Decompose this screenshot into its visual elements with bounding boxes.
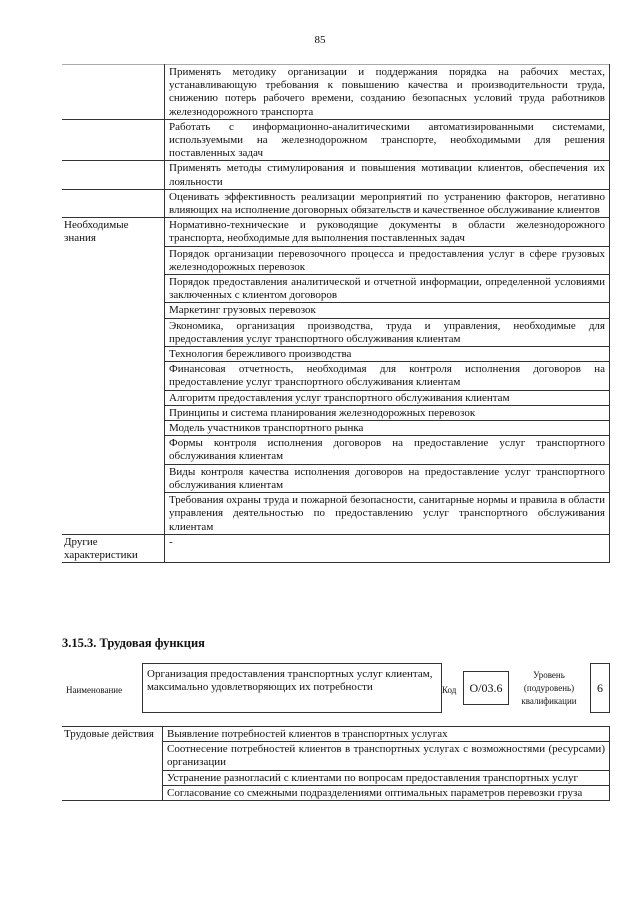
knowledge-cell: Модель участников транспортного рынка bbox=[165, 421, 610, 436]
function-name: Организация предоставления транспортных услуг клиентам, максимально удовлетворяющих их потребности bbox=[142, 663, 442, 713]
knowledge-cell: Экономика, организация производства, труда и управления, необходимые для предоставления услуг транспортного обслуживания клиентам bbox=[165, 318, 610, 346]
knowledge-cell: Принципы и система планирования железнодорожных перевозок bbox=[165, 405, 610, 420]
qualification-level: 6 bbox=[590, 663, 610, 713]
knowledge-cell: Формы контроля исполнения договоров на предоставление услуг транспортного обслуживания клиентам bbox=[165, 436, 610, 464]
skills-table bbox=[62, 64, 610, 563]
actions-label: Трудовые действия bbox=[62, 727, 163, 801]
table-row bbox=[62, 65, 610, 120]
table-row bbox=[62, 161, 610, 189]
skill-cell: Применять методику организации и поддержания порядка на рабочих местах, устанавливающую требования к повышению качества и производительности труда, снижению потерь рабочего времени, созданию безопасных условий труда работников железнодорожного транспорта bbox=[165, 65, 610, 120]
table-row bbox=[62, 218, 610, 246]
knowledge-cell: Порядок предоставления аналитической и отчетной информации, определенной условиями заключенных с клиентом договоров bbox=[165, 275, 610, 303]
knowledge-label: Необходимые знания bbox=[62, 218, 165, 534]
name-label: Наименование bbox=[66, 685, 123, 695]
knowledge-cell: Порядок организации перевозочного процесса и предоставления услуг в сфере грузовых железнодорожных перевозок bbox=[165, 246, 610, 274]
empty-label-cell bbox=[62, 189, 165, 217]
knowledge-cell: Требования охраны труда и пожарной безопасности, санитарные нормы и правила в области управления деятельностью по предоставлению услуг транспортного обслуживания клиентам bbox=[165, 493, 610, 535]
code-label: Код bbox=[442, 685, 457, 695]
page-number: 85 bbox=[314, 34, 326, 46]
knowledge-cell: Технология бережливого производства bbox=[165, 347, 610, 362]
knowledge-cell: Алгоритм предоставления услуг транспортного обслуживания клиентам bbox=[165, 390, 610, 405]
knowledge-cell: Маркетинг грузовых перевозок bbox=[165, 303, 610, 318]
action-cell: Согласование со смежными подразделениями оптимальных параметров перевозки груза bbox=[163, 785, 610, 800]
actions-table bbox=[62, 726, 610, 801]
level-label: Уровень (подуровень) квалификации bbox=[521, 670, 577, 706]
empty-label-cell bbox=[62, 161, 165, 189]
action-cell: Выявление потребностей клиентов в транспортных услугах bbox=[163, 727, 610, 742]
other-characteristics-value: - bbox=[165, 534, 610, 562]
empty-label-cell bbox=[62, 65, 165, 120]
table-row bbox=[62, 534, 610, 562]
table-row bbox=[62, 727, 610, 742]
skill-cell: Работать с информационно-аналитическими автоматизированными системами, используемыми на железнодорожном транспорте, необходимыми для решения поставленных задач bbox=[165, 119, 610, 161]
knowledge-cell: Нормативно-технические и руководящие документы в области железнодорожного транспорта, необходимые для выполнения поставленных задач bbox=[165, 218, 610, 246]
function-header bbox=[62, 663, 610, 713]
function-code: О/03.6 bbox=[463, 671, 509, 705]
skill-cell: Применять методы стимулирования и повышения мотивации клиентов, обеспечения их лояльности bbox=[165, 161, 610, 189]
table-row bbox=[62, 189, 610, 217]
knowledge-cell: Финансовая отчетность, необходимая для контроля исполнения договоров на предоставление услуг транспортного обслуживания клиентам bbox=[165, 362, 610, 390]
empty-label-cell bbox=[62, 119, 165, 161]
other-characteristics-label: Другие характеристики bbox=[62, 534, 165, 562]
action-cell: Соотнесение потребностей клиентов в транспортных услугах с возможностями (ресурсами) организации bbox=[163, 742, 610, 770]
knowledge-cell: Виды контроля качества исполнения договоров на предоставление услуг транспортного обслуживания клиентам bbox=[165, 464, 610, 492]
skill-cell: Оценивать эффективность реализации мероприятий по устранению факторов, негативно влияющих на исполнение договорных обязательств и качественное обслуживание клиентов bbox=[165, 189, 610, 217]
section-heading: 3.15.3. Трудовая функция bbox=[62, 636, 205, 650]
action-cell: Устранение разногласий с клиентами по вопросам предоставления транспортных услуг bbox=[163, 770, 610, 785]
table-row bbox=[62, 119, 610, 161]
